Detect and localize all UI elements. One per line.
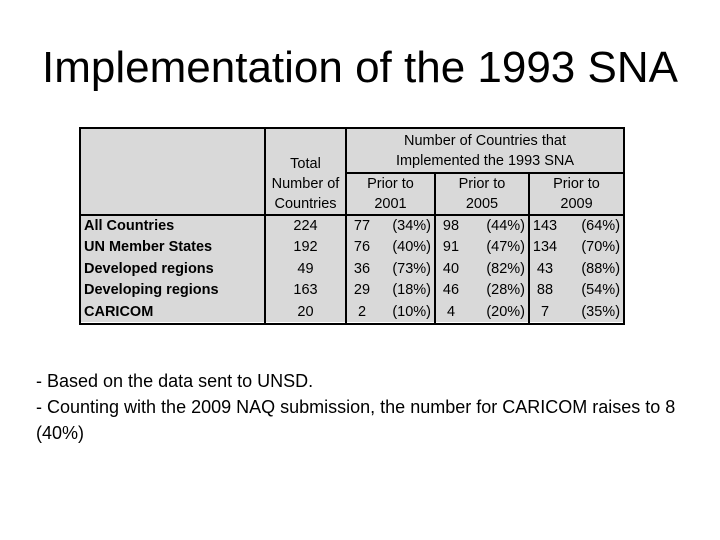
slide-title: Implementation of the 1993 SNA (42, 43, 678, 92)
total-header-text: Total Number of Countries (271, 155, 340, 212)
count-value: 76 (353, 239, 371, 256)
period-header-2001 (346, 173, 435, 215)
implemented-header-text: Number of Countries that Implemented the 1993 SNA (395, 132, 575, 169)
value-pair (347, 216, 434, 237)
value-pair (436, 259, 528, 280)
total-value: 163 (293, 282, 318, 299)
column-2005 (435, 215, 529, 324)
count-value: 29 (353, 282, 371, 299)
implemented-header (346, 128, 624, 173)
count-value: 88 (536, 282, 554, 299)
value-pair (436, 237, 528, 258)
percent-value: (20%) (486, 303, 525, 320)
percent-value: (54%) (581, 282, 621, 299)
value-pair (530, 237, 623, 258)
percent-value: (28%) (486, 282, 525, 299)
note-line: - Based on the data sent to UNSD. (36, 371, 314, 391)
corner-cell (80, 128, 265, 215)
count-value: 7 (540, 303, 550, 320)
percent-value: (88%) (581, 260, 621, 277)
period-header-2009 (529, 173, 624, 215)
note-line: - Counting with the 2009 NAQ submission, the number for CARICOM raises to 8 (40%) (36, 397, 681, 443)
value-pair (530, 216, 623, 237)
value-pair (530, 302, 623, 323)
count-value: 4 (446, 303, 456, 320)
count-value: 40 (442, 260, 460, 277)
value-pair (347, 302, 434, 323)
count-value: 2 (357, 303, 367, 320)
value-pair (347, 259, 434, 280)
total-value: 20 (297, 303, 314, 320)
row-label: Developed regions (84, 260, 214, 277)
total-value: 192 (293, 239, 318, 256)
count-value: 46 (442, 282, 460, 299)
count-value: 143 (532, 218, 558, 234)
count-value: 98 (442, 218, 460, 234)
total-value: 49 (297, 260, 314, 277)
row-label: CARICOM (84, 303, 154, 320)
count-value: 91 (442, 239, 460, 256)
percent-value: (18%) (392, 282, 431, 299)
value-pair (530, 259, 623, 280)
value-pair (436, 216, 528, 237)
count-value: 134 (532, 239, 558, 256)
sna-table (79, 127, 623, 322)
value-pair (347, 280, 434, 301)
value-pair (436, 280, 528, 301)
percent-value: (73%) (392, 260, 431, 277)
percent-value: (64%) (581, 218, 621, 234)
row-label: All Countries (84, 218, 175, 234)
percent-value: (44%) (486, 218, 525, 234)
percent-value: (35%) (581, 303, 621, 320)
sna-table-grid (79, 127, 625, 325)
notes (36, 368, 696, 446)
period-header-2009-text: Prior to 2009 (553, 176, 600, 212)
total-column (265, 215, 346, 324)
value-pair (436, 302, 528, 323)
count-value: 36 (353, 260, 371, 277)
row-labels (80, 215, 265, 324)
value-pair (347, 237, 434, 258)
count-value: 77 (353, 218, 371, 234)
column-2001 (346, 215, 435, 324)
column-2009 (529, 215, 624, 324)
percent-value: (82%) (486, 260, 525, 277)
percent-value: (40%) (392, 239, 431, 256)
total-header (265, 128, 346, 215)
percent-value: (34%) (392, 218, 431, 234)
total-value: 224 (293, 218, 318, 234)
percent-value: (70%) (581, 239, 621, 256)
period-header-2005 (435, 173, 529, 215)
value-pair (530, 280, 623, 301)
count-value: 43 (536, 260, 554, 277)
row-label: UN Member States (84, 239, 213, 256)
period-header-2005-text: Prior to 2005 (458, 176, 506, 212)
percent-value: (47%) (486, 239, 525, 256)
period-header-2001-text: Prior to 2001 (367, 176, 414, 212)
percent-value: (10%) (392, 303, 431, 320)
row-label: Developing regions (84, 282, 219, 299)
